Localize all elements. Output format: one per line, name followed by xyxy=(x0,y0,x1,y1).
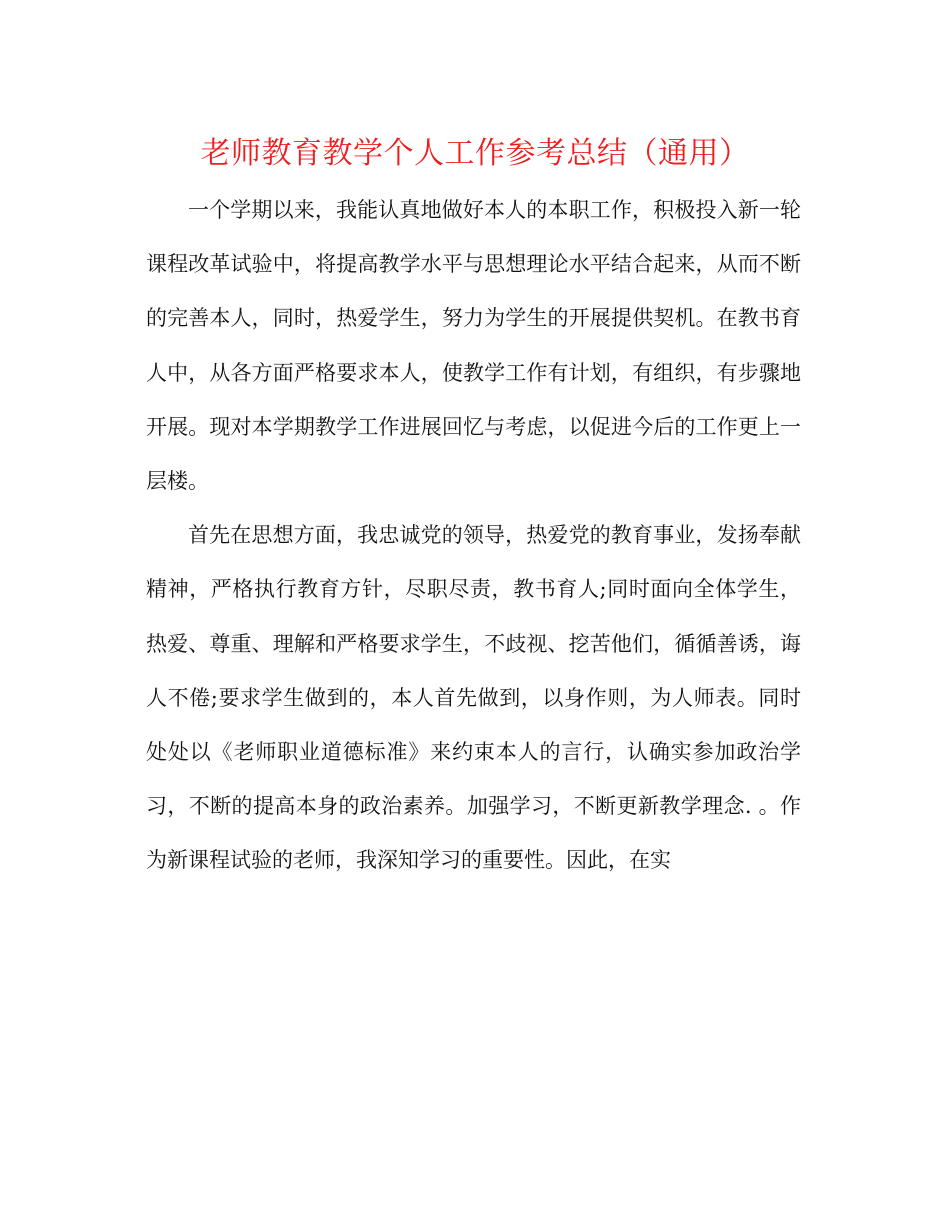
paragraph-2: 首先在思想方面，我忠诚党的领导，热爱党的教育事业，发扬奉献精神，严格执行教育方针，尽职尽责，教书育人;同时面向全体学生，热爱、尊重、理解和严格要求学生，不歧视、挖苦他们，循循善诱，诲人不倦;要求学生做到的，本人首先做到，以身作则，为人师表。同时处处以《老师职业道德标准》来约束本人的言行，认确实参加政治学习，不断的提高本身的政治素养。加强学习，不断更新教学理念. 。作为新课程试验的老师，我深知学习的重要性。因此，在实 xyxy=(146,523,801,873)
document-title: 老师教育教学个人工作参考总结（通用） xyxy=(200,136,750,171)
paragraph-1: 一个学期以来，我能认真地做好本人的本职工作，积极投入新一轮课程改革试验中，将提高教学水平与思想理论水平结合起来，从而不断的完善本人，同时，热爱学生，努力为学生的开展提供契机。在教书育人中，从各方面严格要求本人，使教学工作有计划，有组织，有步骤地开展。现对本学期教学工作进展回忆与考虑，以促进今后的工作更上一层楼。 xyxy=(146,198,801,494)
document-body xyxy=(146,183,801,888)
